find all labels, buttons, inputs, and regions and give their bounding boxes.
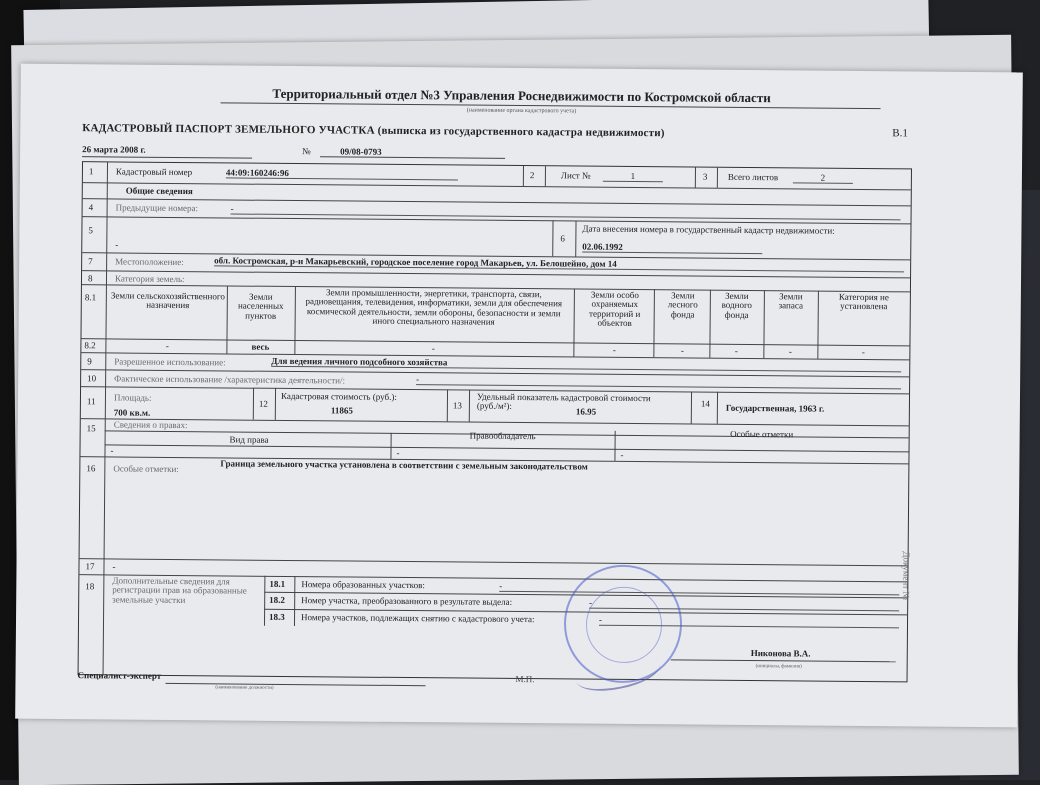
row-divider xyxy=(80,558,908,566)
cadastral-cost-value: 11865 xyxy=(330,405,353,416)
location-value: обл. Костромская, р-н Макарьевский, городское поселение город Макарьев, ул. Белошейно, дом 14 xyxy=(214,256,904,272)
divider xyxy=(253,388,254,420)
area-value: 700 кв.м. xyxy=(113,407,151,418)
box-number: 14 xyxy=(700,398,710,409)
sub-row-num: 18.3 xyxy=(269,611,285,622)
row-num: 18 xyxy=(85,581,95,592)
row-num: 8.1 xyxy=(84,292,97,303)
category-value: - xyxy=(861,346,865,358)
specific-cost-label: Удельный показатель кадастровой стоимости (руб./м²): xyxy=(476,391,651,412)
category-header: Земли лесного фонда xyxy=(667,290,698,320)
registration-date-value: 02.06.1992 xyxy=(582,243,762,255)
special-notes-value: Граница земельного участка установлена в соответствии с земельным законодательством xyxy=(220,458,588,472)
divider xyxy=(717,392,718,424)
category-header: Земли сельскохозяйственного назначения xyxy=(110,290,225,311)
form-code: В.1 xyxy=(892,127,908,140)
box-number: 2 xyxy=(529,170,535,181)
cadastral-passport-sheet xyxy=(15,64,1023,728)
additional-info-label: Дополнительные сведения для регистрации прав на образованные земельные участки xyxy=(112,575,247,605)
row-num: 10 xyxy=(87,373,97,384)
sub-row-num: 18.1 xyxy=(269,578,286,589)
formed-plots-label: Номера образованных участков: xyxy=(301,579,425,591)
category-header: Земли населенных пунктов xyxy=(237,291,284,321)
category-value: весь xyxy=(251,341,270,352)
rights-header: Правообладатель xyxy=(469,430,536,442)
divider xyxy=(275,388,276,420)
row-num: 15 xyxy=(86,423,96,434)
row-num: 8 xyxy=(87,273,93,284)
specific-cost-value: 16.95 xyxy=(575,406,597,417)
permitted-use-value: Для ведения личного подсобного хозяйства xyxy=(271,357,901,373)
cadastral-number-value: 44:09:160246:96 xyxy=(226,168,458,180)
organization-caption: (наименование органа кадастрового учета) xyxy=(466,107,577,115)
sheet-value: 1 xyxy=(603,172,663,183)
document-title: КАДАСТРОВЫЙ ПАСПОРТ ЗЕМЕЛЬНОГО УЧАСТКА (выписка из государственного кадастра недвижимости) xyxy=(82,122,665,140)
divider xyxy=(717,168,718,188)
category-header: Земли особо охраняемых территорий и объектов xyxy=(589,289,641,329)
transformed-plot-label: Номер участка, преобразованного в результате выдела: xyxy=(301,595,513,607)
divider xyxy=(294,286,296,354)
box-number: 12 xyxy=(258,398,268,409)
location-label: Местоположение: xyxy=(115,256,184,268)
divider xyxy=(614,431,615,461)
cadastral-number-label: Кадастровый номер xyxy=(115,166,193,178)
cadastral-cost-label: Кадастровая стоимость (руб.): xyxy=(280,390,397,402)
permitted-use-label: Разрешенное использование: xyxy=(114,356,226,368)
area-label: Площадь: xyxy=(113,392,152,403)
category-value: - xyxy=(680,345,684,356)
rights-header: Особые отметки xyxy=(730,428,794,440)
row17-value: - xyxy=(112,561,116,572)
box-number: 6 xyxy=(560,233,565,244)
row5-value: - xyxy=(115,239,119,250)
row-num: 4 xyxy=(88,202,94,213)
formed-plots-value: - xyxy=(499,582,899,596)
general-section-label: Общие сведения xyxy=(125,185,193,197)
row-num: 5 xyxy=(88,225,93,236)
category-value: - xyxy=(431,343,435,354)
document-date: 26 марта 2008 г. xyxy=(82,144,146,155)
rights-value: - xyxy=(110,445,114,456)
previous-numbers-value: - xyxy=(231,204,901,220)
category-header: Земли промышленности, энергетики, транспорта, связи, радиовещания, телевидения, информатики, земли для обеспечения космической деятельности, земли обороны, безопасности и земли иного специального назначения xyxy=(305,287,563,328)
removed-plots-label: Номера участков, подлежащих снятию с кадастрового учета: xyxy=(301,612,535,625)
rights-label: Сведения о правах: xyxy=(113,419,188,431)
row-num: 9 xyxy=(87,356,92,367)
name-caption: (инициалы, фамилия) xyxy=(755,664,802,670)
actual-use-value: - xyxy=(416,375,901,390)
signer-name: Никонова В.А. xyxy=(750,648,811,659)
rights-value: - xyxy=(396,447,400,458)
row-divider xyxy=(83,182,911,190)
divider xyxy=(447,389,448,421)
land-category-label: Категория земель: xyxy=(114,273,185,285)
divider xyxy=(523,166,524,186)
ownership-value: Государственная, 1963 г. xyxy=(725,402,825,414)
row-num: 7 xyxy=(88,256,93,267)
category-header: Земли запаса xyxy=(778,291,804,311)
registration-date-label: Дата внесения номера в государственный кадастр недвижимости: xyxy=(582,223,835,236)
row-num: 16 xyxy=(86,463,96,474)
row-num: 8.2 xyxy=(84,340,96,351)
divider xyxy=(552,220,553,256)
previous-numbers-label: Предыдущие номера: xyxy=(115,202,199,214)
removed-plots-value: - xyxy=(599,616,899,629)
position-caption: (наименование должности) xyxy=(215,685,274,691)
divider xyxy=(294,576,295,626)
actual-use-label: Фактическое использование /характеристика деятельности/: xyxy=(114,373,346,386)
row-num: 11 xyxy=(86,396,96,407)
category-header: Категория не установлена xyxy=(838,291,889,312)
rights-value: - xyxy=(620,449,624,460)
date-underline xyxy=(82,156,252,158)
box-number: 3 xyxy=(702,171,708,182)
organization-name: Территориальный отдел №3 Управления Роснедвижимости по Костромской области xyxy=(272,85,771,106)
row-divider xyxy=(105,444,909,452)
special-notes-label: Особые отметки: xyxy=(113,463,179,475)
document-number: 09/08-0793 xyxy=(320,146,505,159)
rights-header: Вид права xyxy=(229,434,269,445)
divider xyxy=(469,390,470,422)
divider xyxy=(575,220,576,256)
passport-table xyxy=(78,161,912,685)
row-num: 1 xyxy=(88,166,94,177)
position-underline xyxy=(165,683,425,686)
sheet-label: Лист № xyxy=(560,170,591,181)
divider xyxy=(691,392,692,424)
divider xyxy=(390,433,391,459)
row-divider xyxy=(81,418,909,426)
number-label: № xyxy=(302,146,311,157)
sub-row-num: 18.2 xyxy=(269,594,286,605)
row-divider xyxy=(83,198,911,206)
position-label: Специалист-эксперт xyxy=(77,670,162,681)
total-sheets-value: 2 xyxy=(793,173,853,184)
box-number: 13 xyxy=(452,400,462,411)
category-header: Земли водного фонда xyxy=(721,290,752,320)
side-document-number: Документ № xyxy=(901,551,912,600)
seal-label: М.П. xyxy=(515,673,535,685)
divider xyxy=(264,576,265,626)
divider xyxy=(695,168,696,188)
category-value: - xyxy=(734,345,738,356)
category-value: - xyxy=(165,340,169,351)
transformed-plot-value: - xyxy=(589,599,899,612)
total-sheets-label: Всего листов xyxy=(727,171,779,183)
category-value: - xyxy=(612,344,616,355)
category-value: - xyxy=(788,346,792,357)
divider xyxy=(545,166,546,186)
row-num: 17 xyxy=(85,561,95,572)
